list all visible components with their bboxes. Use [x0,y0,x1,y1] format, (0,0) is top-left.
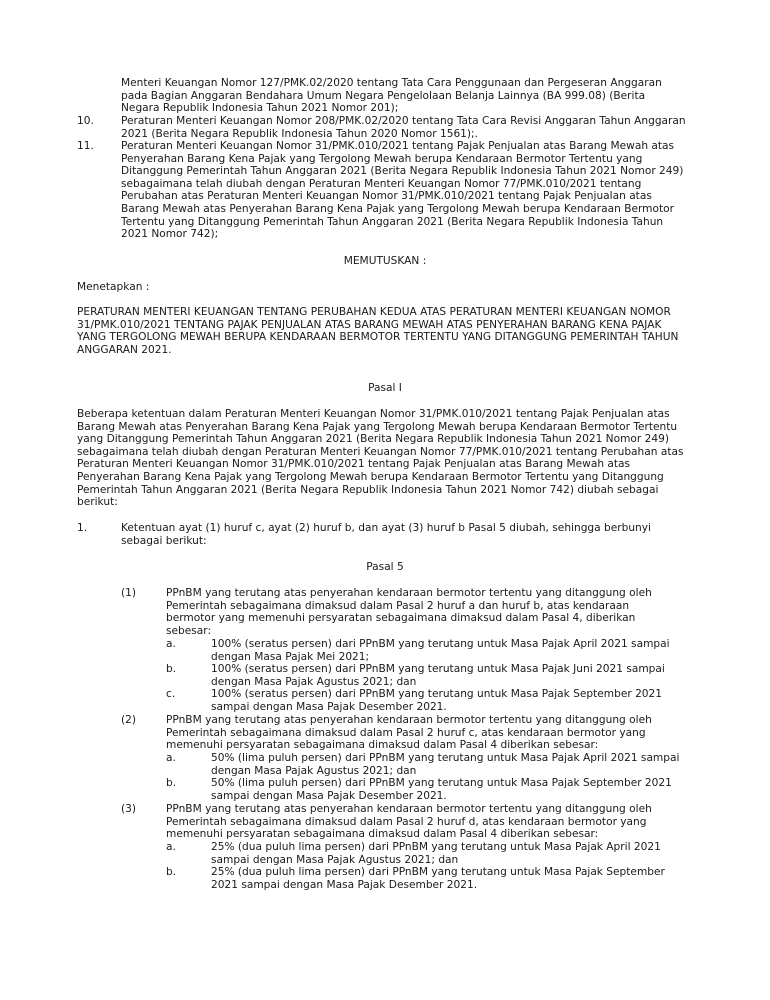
sub-item-text: 100% (seratus persen) dari PPnBM yang terutang untuk Masa Pajak April 2021 sampai dengan Masa Pajak Mei 2021; [211,638,670,663]
sub-item-letter: a. [166,752,176,764]
sub-item-text: 25% (dua puluh lima persen) dari PPnBM yang terutang untuk Masa Pajak April 2021 sampai dengan Masa Pajak Agustus 2021; dan [211,841,661,866]
consideration-continuation: Menteri Keuangan Nomor 127/PMK.02/2020 tentang Tata Cara Penggunaan dan Pergeseran Anggaran pada Bagian Anggaran Bendahara Umum Negara Pengelolaan Belanja Lainnya (BA 999.08) (Berita Negara Republik Indonesia Tahun 2021 Nomor 201); [121,77,662,115]
stipulation-label: Menetapkan : [77,281,150,293]
paragraph-text: PPnBM yang terutang atas penyerahan kendaraan bermotor tertentu yang ditanggung oleh Pemerintah sebagaimana dimaksud dalam Pasal 2 huruf d, atas kendaraan bermotor yang memenuhi persyaratan sebagaimana dimaksud dalam Pasal 4 diberikan sebesar: [166,803,652,841]
paragraph-text: PPnBM yang terutang atas penyerahan kendaraan bermotor tertentu yang ditanggung oleh Pemerintah sebagaimana dimaksud dalam Pasal 2 huruf a dan huruf b, atas kendaraan bermotor yang memenuhi persyaratan sebagaimana dimaksud dalam Pasal 4, diberikan sebesar: [166,587,652,637]
paragraph-text: PPnBM yang terutang atas penyerahan kendaraan bermotor tertentu yang ditanggung oleh Pemerintah sebagaimana dimaksud dalam Pasal 2 huruf c, atas kendaraan bermotor yang memenuhi persyaratan sebagaimana dimaksud dalam Pasal 4 diberikan sebesar: [166,714,652,752]
item-number: 10. [77,115,94,127]
sub-item-letter: c. [166,688,176,700]
item-text: Ketentuan ayat (1) huruf c, ayat (2) huruf b, dan ayat (3) huruf b Pasal 5 diubah, sehingga berbunyi sebagai berikut: [121,522,651,547]
article-heading: Pasal I [368,382,402,394]
sub-item-text: 50% (lima puluh persen) dari PPnBM yang terutang untuk Masa Pajak September 2021 sampai dengan Masa Pajak Desember 2021. [211,777,672,802]
sub-item-text: 100% (seratus persen) dari PPnBM yang terutang untuk Masa Pajak Juni 2021 sampai dengan Masa Pajak Agustus 2021; dan [211,663,665,688]
item-text: Peraturan Menteri Keuangan Nomor 31/PMK.010/2021 tentang Pajak Penjualan atas Barang Mewah atas Penyerahan Barang Kena Pajak yang Tergolong Mewah berupa Kendaraan Bermotor Tertentu yang Ditanggung Pemerintah Tahun Anggaran 2021 (Berita Negara Republik Indonesia Tahun 2021 Nomor 249) sebagaimana telah diubah dengan Peraturan Menteri Keuangan Nomor 77/PMK.010/2021 tentang Perubahan atas Peraturan Menteri Keuangan Nomor 31/PMK.010/2021 tentang Pajak Penjualan atas Barang Mewah atas Penyerahan Barang Kena Pajak yang Tergolong Mewah berupa Kendaraan Bermotor Tertentu yang Ditanggung Pemerintah Tahun Anggaran 2021 (Berita Negara Republik Indonesia Tahun 2021 Nomor 742); [121,140,684,241]
item-number: 11. [77,140,94,152]
sub-item-letter: b. [166,663,177,675]
article-intro: Beberapa ketentuan dalam Peraturan Menteri Keuangan Nomor 31/PMK.010/2021 tentang Pajak Penjualan atas Barang Mewah atas Penyerahan Barang Kena Pajak yang Tergolong Mewah berupa Kendaraan Bermotor Tertentu yang Ditanggung Pemerintah Tahun Anggaran 2021 (Berita Negara Republik Indonesia Tahun 2021 Nomor 249) sebagaimana telah diubah dengan Peraturan Menteri Keuangan Nomor 77/PMK.010/2021 tentang Perubahan atas Peraturan Menteri Keuangan Nomor 31/PMK.010/2021 tentang Pajak Penjualan atas Barang Mewah atas Penyerahan Barang Kena Pajak yang Tergolong Mewah berupa Kendaraan Bermotor Tertentu yang Ditanggung Pemerintah Tahun Anggaran 2021 (Berita Negara Republik Indonesia Tahun 2021 Nomor 742) diubah sebagai berikut: [77,408,684,509]
sub-item-letter: b. [166,866,177,878]
regulation-title: PERATURAN MENTERI KEUANGAN TENTANG PERUBAHAN KEDUA ATAS PERATURAN MENTERI KEUANGAN NOMOR 31/PMK.010/2021 TENTANG PAJAK PENJUALAN ATAS BARANG MEWAH ATAS PENYERAHAN BARANG KENA PAJAK YANG TERGOLONG MEWAH BERUPA KENDARAAN BERMOTOR TERTENTU YANG DITANGGUNG PEMERINTAH TAHUN ANGGARAN 2021. [77,306,679,356]
paragraph-number: (1) [121,587,137,599]
sub-item-text: 25% (dua puluh lima persen) dari PPnBM yang terutang untuk Masa Pajak September 2021 sampai dengan Masa Pajak Desember 2021. [211,866,665,891]
paragraph-number: (3) [121,803,137,815]
sub-item-text: 50% (lima puluh persen) dari PPnBM yang terutang untuk Masa Pajak April 2021 sampai dengan Masa Pajak Agustus 2021; dan [211,752,680,777]
pasal-5-heading: Pasal 5 [366,561,404,573]
item-text: Peraturan Menteri Keuangan Nomor 208/PMK.02/2020 tentang Tata Cara Revisi Anggaran Tahun Anggaran 2021 (Berita Negara Republik Indonesia Tahun 2020 Nomor 1561);. [121,115,686,140]
sub-item-letter: a. [166,638,176,650]
decision-heading: MEMUTUSKAN : [343,255,427,267]
paragraph-number: (2) [121,714,137,726]
sub-item-text: 100% (seratus persen) dari PPnBM yang terutang untuk Masa Pajak September 2021 sampai dengan Masa Pajak Desember 2021. [211,688,663,713]
item-number: 1. [77,522,88,534]
sub-item-letter: a. [166,841,176,853]
sub-item-letter: b. [166,777,177,789]
